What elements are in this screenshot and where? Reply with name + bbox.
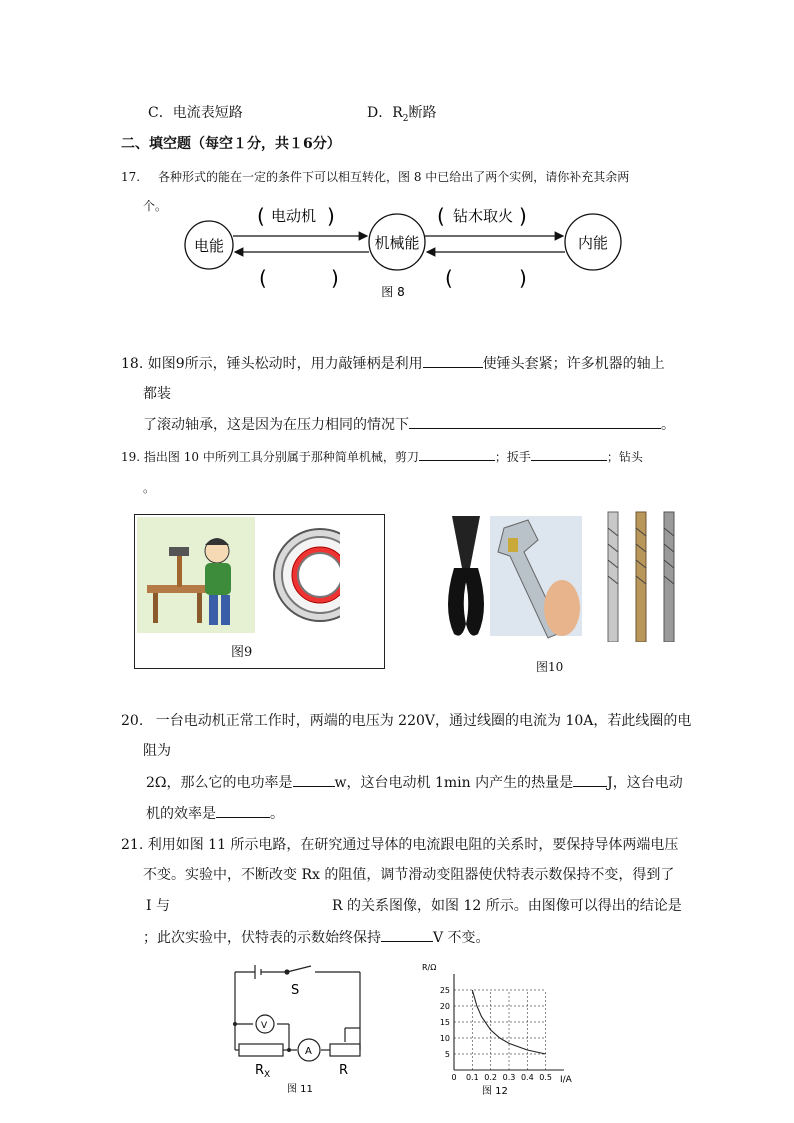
bench-leg [197,593,202,623]
junction-dot [287,1048,291,1052]
fig9-caption: 图9 [231,645,253,660]
q17-text-line1: 各种形式的能在一定的条件下可以相互转化，图 8 中已给出了两个实例，请你补充其余两 [158,170,630,184]
q20-text-3c: J，这台电动 [607,775,683,791]
person-shirt [205,563,231,595]
fig12-chart [420,958,580,1098]
option-d-sub: 2 [402,113,409,124]
option-d [367,103,437,129]
q21-blank-voltage[interactable] [381,927,433,942]
fig9-illustration [135,515,384,668]
q18-number: 18. [121,356,144,372]
chart-y-tick: 10 [439,1034,450,1043]
q18-text-b: 使锤头套紧；许多机器的轴上 [482,356,665,372]
label-rx-sub: X [264,1070,271,1080]
paren-close-1: ) [327,204,335,228]
q18-line2: 都装 [143,386,171,402]
chart-x-tick: 0.3 [502,1073,516,1082]
q20-line4 [146,803,284,824]
q17-number: 17. [121,170,141,184]
hammer-handle [177,553,182,587]
fig10-illustration [432,508,692,642]
q20-text-3a: 2Ω，那么它的电功率是 [146,775,293,791]
chart-x-tick: 0 [451,1073,457,1082]
label-rx [255,1063,270,1080]
q20-text-1: 一台电动机正常工作时，两端的电压为 220V，通过线圈的电流为 10A，若此线圈的电 [155,713,692,729]
energy-conversion-diagram [175,198,635,302]
switch-lever[interactable] [287,966,311,972]
chart-x-tick: 0.5 [539,1073,553,1082]
label-a: A [305,1046,312,1057]
q20-line2: 阻为 [143,743,171,759]
q19-text-c: ；钻头 [606,450,643,464]
chart-y-tick: 20 [439,1002,450,1011]
q18-line3 [143,414,675,435]
q19-number: 19. [121,450,141,464]
paren-open-4: ( [445,266,453,290]
q20-line3 [146,772,683,793]
q19-blank-scissors[interactable] [419,446,495,461]
q21-text-4b: V 不变。 [433,930,490,946]
rheostat-r [330,1044,360,1056]
label-r: R [339,1063,349,1078]
fig8-caption: 图 8 [381,285,405,299]
chart-y-tick: 5 [444,1050,450,1059]
q19-blank-wrench[interactable] [531,446,607,461]
paren-open-2: ( [259,266,267,290]
q18-end: 。 [661,417,675,433]
paren-close-4: ) [519,266,527,290]
option-d-prefix: D．R [367,105,403,121]
paren-open-1: ( [257,204,265,228]
fig11-circuit [225,960,375,1100]
q20-blank-heat[interactable] [573,772,607,787]
node-electric-label: 电能 [193,237,225,255]
q21-line3b: R 的关系图像，如图 12 所示。由图像可以得出的结论是 [332,898,682,914]
person-leg [221,595,230,625]
hammer-head [169,547,189,556]
q21-line4 [143,927,490,948]
q18-line1 [121,353,665,374]
label-s: S [291,983,300,998]
q21-line1 [121,835,678,855]
q20-text-3b: w，这台电动机 1min 内产生的热量是 [334,775,574,791]
paren-open-3: ( [437,204,445,228]
q19-line1 [121,446,643,467]
bearing-image [274,527,370,623]
q18-text-c: 了滚动轴承，这是因为在压力相同的情况下 [143,417,409,433]
paren-close-2: ) [331,266,339,290]
q18-blank-2[interactable] [409,414,661,429]
q21-text-4a: ；此次实验中，伏特表的示数始终保持 [143,930,381,946]
fig12-caption: 图 12 [482,1086,508,1097]
chart-y-tick: 25 [439,986,450,995]
scissors-image [448,516,484,636]
paren-close-3: ) [519,204,527,228]
person-leg [209,595,218,625]
q20-blank-power[interactable] [293,772,335,787]
q20-text-4a: 机的效率是 [146,806,216,822]
drill-bits-image [608,512,674,642]
chart-y-label: R/Ω [422,963,437,972]
section-title: 二、填空题（每空１分，共１6分） [121,136,341,152]
q20-blank-efficiency[interactable] [216,803,270,818]
chart-y-tick: 15 [439,1018,450,1027]
q18-blank-1[interactable] [423,353,483,368]
fig10-caption: 图10 [536,660,564,674]
q20-number: 20. [121,713,144,729]
wrench-image [490,516,582,638]
bench-leg [153,593,158,623]
q21-text-1: 利用如图 11 所示电路，在研究通过导体的电流跟电阻的关系时，要保持导体两端电压 [147,837,679,853]
option-d-suffix: 断路 [408,105,437,121]
chart-x-label: I/A [560,1075,572,1085]
node-mechanical-label: 机械能 [374,234,420,252]
option-c: C．电流表短路 [148,105,243,121]
chart-x-tick: 0.1 [465,1073,479,1082]
resistor-rx [239,1044,283,1056]
chart-x-tick: 0.4 [520,1073,534,1082]
q19-text-b: ；扳手 [494,450,531,464]
fig11-caption: 图 11 [287,1084,313,1095]
junction-dot [233,1022,237,1026]
q21-line3a: I 与 [146,898,170,914]
q21-line2: 不变。实验中，不断改变 Rx 的阻值，调节滑动变阻器使伏特表示数保持不变，得到了 [143,867,675,883]
q19-line2: 。 [143,481,156,495]
node-internal-label: 内能 [577,234,609,252]
label-v: V [261,1021,268,1031]
fig9-frame [134,514,385,669]
label-motor: 电动机 [271,207,317,225]
q20-line1 [121,711,691,731]
chart-grid [454,990,546,1070]
q21-number: 21. [121,837,144,853]
q17-text-line2: 个。 [143,199,168,213]
q20-end: 。 [270,806,284,822]
q18-text-a: 如图9所示，锤头松动时，用力敲锤柄是利用 [147,356,423,372]
label-drill-fire: 钻木取火 [453,207,514,225]
chart-x-tick: 0.2 [484,1073,498,1082]
label-rx-main: R [255,1063,265,1078]
q19-text-a: 指出图 10 中所列工具分别属于那种简单机械，剪刀 [143,450,419,464]
